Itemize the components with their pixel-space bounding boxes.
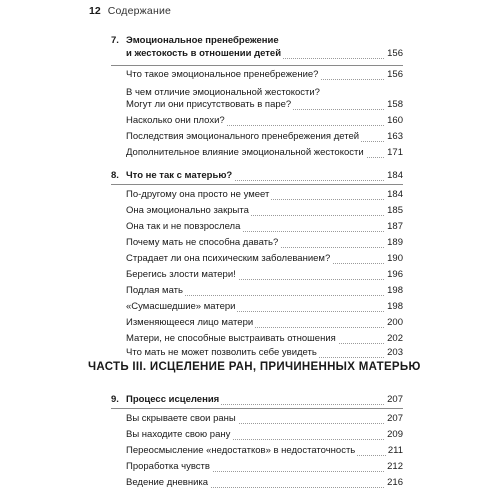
toc-entry bbox=[0, 301, 500, 317]
toc-entry-page: 212 bbox=[387, 461, 403, 472]
toc-entry-label: Она эмоционально закрыта bbox=[126, 205, 249, 216]
toc-entry-label: Почему мать не способна давать? bbox=[126, 237, 279, 248]
toc-entry-page: 160 bbox=[387, 115, 403, 126]
toc-entry-page: 209 bbox=[387, 429, 403, 440]
toc-entry bbox=[0, 115, 500, 131]
toc-entry bbox=[0, 131, 500, 147]
toc-entry bbox=[0, 99, 500, 115]
chapter-9-page: 207 bbox=[387, 394, 403, 405]
toc-entry bbox=[0, 317, 500, 333]
toc-entry-page: 190 bbox=[387, 253, 403, 264]
toc-entry-label: Что мать не может позволить себе увидеть bbox=[126, 347, 317, 358]
toc-entry-label: Что такое эмоциональное пренебрежение? bbox=[126, 69, 319, 80]
toc-entry-page: 198 bbox=[387, 285, 403, 296]
toc-entry-label: По-другому она просто не умеет bbox=[126, 189, 270, 200]
toc-entry-label: Подлая мать bbox=[126, 285, 183, 296]
toc-entry bbox=[0, 413, 500, 429]
toc-entry bbox=[0, 285, 500, 301]
toc-entry-page: 184 bbox=[387, 189, 403, 200]
toc-entry-page: 196 bbox=[387, 269, 403, 280]
toc-entry bbox=[0, 445, 500, 461]
toc-entry-page: 156 bbox=[387, 69, 403, 80]
chapter-7-title-line1: Эмоциональное пренебрежение bbox=[126, 35, 279, 46]
header-title: Содержание bbox=[107, 5, 172, 17]
toc-entry bbox=[0, 269, 500, 285]
toc-entry bbox=[0, 205, 500, 221]
toc-entry bbox=[0, 221, 500, 237]
chapter-9-separator bbox=[111, 408, 403, 409]
toc-entry-label: Матери, не способные выстраивать отношения bbox=[126, 333, 336, 344]
toc-entry-label: Изменяющееся лицо матери bbox=[126, 317, 254, 328]
toc-entry-label: Вы находите свою рану bbox=[126, 429, 231, 440]
toc-entry-label: Насколько они плохи? bbox=[126, 115, 225, 126]
toc-entry bbox=[0, 461, 500, 477]
chapter-7-heading-line2 bbox=[0, 48, 500, 64]
toc-entry-page: 203 bbox=[387, 347, 403, 358]
toc-entry-label: «Сумасшедшие» матери bbox=[126, 301, 236, 312]
toc-entry-page: 187 bbox=[387, 221, 403, 232]
toc-entry-page: 207 bbox=[387, 413, 403, 424]
toc-entry-page: 158 bbox=[387, 99, 403, 110]
toc-entry bbox=[0, 69, 500, 85]
toc-entry-label: Ведение дневника bbox=[126, 477, 209, 488]
toc-entry-page: 163 bbox=[387, 131, 403, 142]
toc-entry bbox=[0, 429, 500, 445]
toc-entry-page: 198 bbox=[387, 301, 403, 312]
chapter-8-separator bbox=[111, 184, 403, 185]
toc-entry-page: 171 bbox=[387, 147, 403, 158]
toc-entry bbox=[0, 253, 500, 269]
toc-entry-page: 185 bbox=[387, 205, 403, 216]
toc-entry bbox=[0, 237, 500, 253]
chapter-7-title-line2: и жестокость в отношении детей bbox=[126, 48, 282, 59]
toc-entry-page: 189 bbox=[387, 237, 403, 248]
toc-entry-label: Вы скрываете свои раны bbox=[126, 413, 236, 424]
chapter-8-number: 8. bbox=[111, 170, 119, 181]
chapter-8-title: Что не так с матерью? bbox=[126, 170, 233, 181]
chapter-7-number: 7. bbox=[111, 35, 119, 46]
toc-entry-label: Дополнительное влияние эмоциональной жестокости bbox=[126, 147, 364, 158]
header-page-number: 12 bbox=[89, 5, 101, 17]
chapter-7-separator bbox=[111, 65, 403, 66]
toc-entry-label: Могут ли они присутствовать в паре? bbox=[126, 99, 292, 110]
toc-entry-label: Страдает ли она психическим заболеванием? bbox=[126, 253, 331, 264]
chapter-7-page: 156 bbox=[387, 48, 403, 59]
toc-entry-label: Последствия эмоционального пренебрежения детей bbox=[126, 131, 360, 142]
toc-entry-label: Проработка чувств bbox=[126, 461, 210, 472]
toc-entry-label: Переосмысление «недостатков» в недостаточность bbox=[126, 445, 356, 456]
chapter-9-number: 9. bbox=[111, 394, 119, 405]
toc-entry-label: Она так и не повзрослела bbox=[126, 221, 241, 232]
toc-entry-page: 216 bbox=[387, 477, 403, 488]
toc-entry-label: Берегись злости матери! bbox=[126, 269, 236, 280]
toc-entry-page: 200 bbox=[387, 317, 403, 328]
toc-entry bbox=[0, 477, 500, 493]
toc-entry-page: 211 bbox=[387, 445, 403, 456]
page-header bbox=[89, 5, 171, 21]
toc-entry-label: В чем отличие эмоциональной жестокости? bbox=[126, 87, 320, 98]
part-3-title: ЧАСТЬ III. ИСЦЕЛЕНИЕ РАН, ПРИЧИНЕННЫХ МАТЕРЬЮ bbox=[88, 361, 421, 373]
toc-entry bbox=[0, 189, 500, 205]
chapter-9-title: Процесс исцеления bbox=[126, 394, 220, 405]
chapter-8-page: 184 bbox=[387, 170, 403, 181]
toc-entry bbox=[0, 147, 500, 163]
toc-entry-page: 202 bbox=[387, 333, 403, 344]
